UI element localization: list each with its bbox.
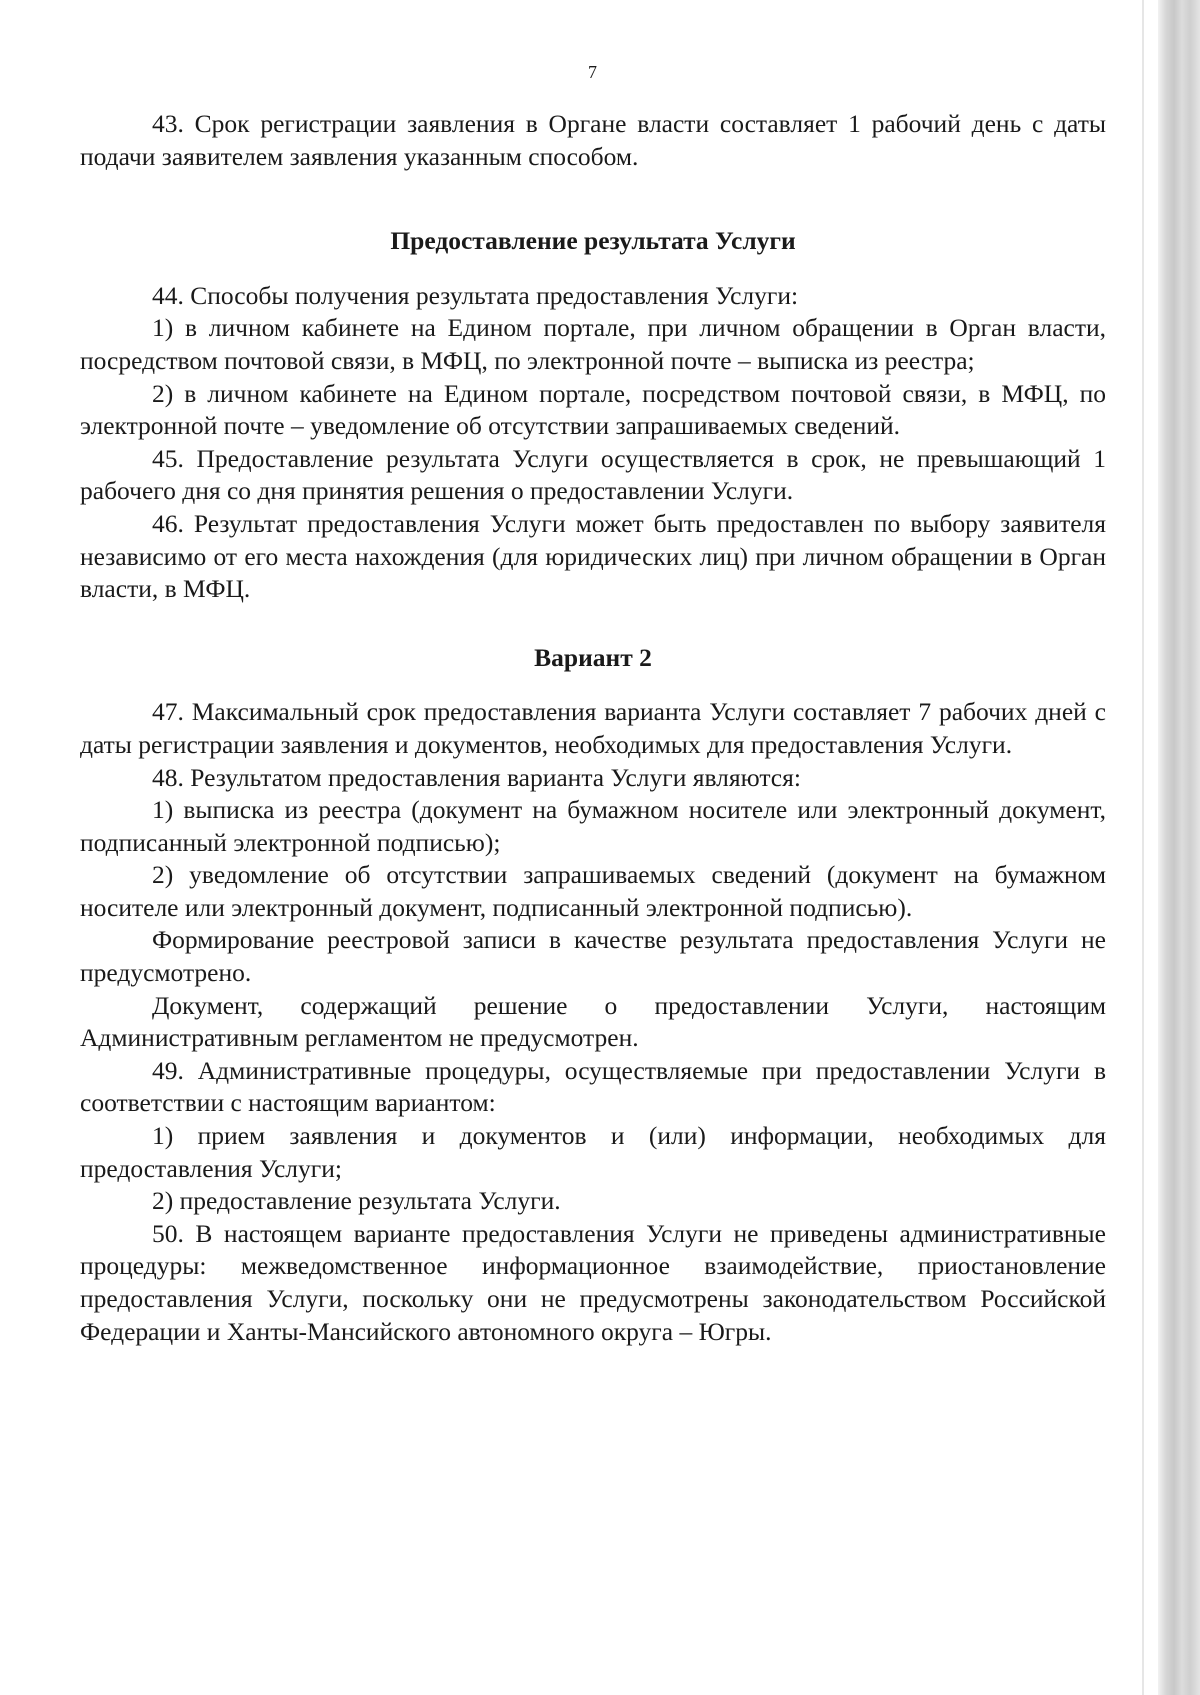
paragraph-47: 47. Максимальный срок предоставления варианта Услуги составляет 7 рабочих дней с даты регистрации заявления и документов, необходимых для предоставления Услуги. — [80, 697, 1106, 759]
paragraph-48-item-2: 2) уведомление об отсутствии запрашиваемых сведений (документ на бумажном носителе или электронный документ, подписанный электронной подписью). — [80, 860, 1106, 922]
section-heading-variant-2: Вариант 2 — [534, 642, 652, 672]
paragraph-decision-document: Документ, содержащий решение о предоставлении Услуги, настоящим Административным регламентом не предусмотрен. — [80, 990, 1106, 1053]
paragraph-44-item-2: 2) в личном кабинете на Едином портале, посредством почтовой связи, в МФЦ, по электронной почте – уведомление об отсутствии запрашиваемых сведений. — [80, 378, 1106, 441]
paragraph-48-item-1: 1) выписка из реестра (документ на бумажном носителе или электронный документ, подписанный электронной подписью); — [80, 795, 1106, 857]
paragraph-49-item-1: 1) прием заявления и документов и (или) информации, необходимых для предоставления Услуги; — [80, 1121, 1106, 1183]
paragraph-45: 45. Предоставление результата Услуги осуществляется в срок, не превышающий 1 рабочего дня со дня принятия решения о предоставлении Услуги. — [80, 443, 1106, 506]
document-body — [80, 108, 1106, 1348]
paragraph-registry-record: Формирование реестровой записи в качестве результата предоставления Услуги не предусмотрено. — [80, 925, 1106, 988]
paragraph-49: 49. Административные процедуры, осуществляемые при предоставлении Услуги в соответствии с настоящим вариантом: — [80, 1055, 1106, 1118]
paragraph-44-item-1: 1) в личном кабинете на Едином портале, при личном обращении в Орган власти, посредством почтовой связи, в МФЦ, по электронной почте – выписка из реестра; — [80, 313, 1106, 375]
paragraph-43: 43. Срок регистрации заявления в Органе власти составляет 1 рабочий день с даты подачи заявителем заявления указанным способом. — [80, 109, 1106, 171]
scan-edge — [1158, 0, 1200, 1695]
page-number: 7 — [588, 62, 597, 82]
scan-edge-line — [1142, 0, 1144, 1695]
paragraph-46: 46. Результат предоставления Услуги может быть предоставлен по выбору заявителя независимо от его места нахождения (для юридических лиц) при личном обращении в Орган власти, в МФЦ. — [80, 508, 1106, 604]
paragraph-49-item-2: 2) предоставление результата Услуги. — [152, 1186, 561, 1216]
paragraph-44: 44. Способы получения результата предоставления Услуги: — [152, 280, 799, 310]
paragraph-50: 50. В настоящем варианте предоставления Услуги не приведены административные процедуры: межведомственное информационное взаимодействие, приостановление предоставления Услуги, поскольку они не предусмотрены законодательством Российской Федерации и Ханты-Мансийского автономного округа – Югры. — [80, 1218, 1106, 1346]
section-heading-result: Предоставление результата Услуги — [390, 226, 796, 256]
paragraph-48: 48. Результатом предоставления варианта Услуги являются: — [152, 762, 801, 792]
